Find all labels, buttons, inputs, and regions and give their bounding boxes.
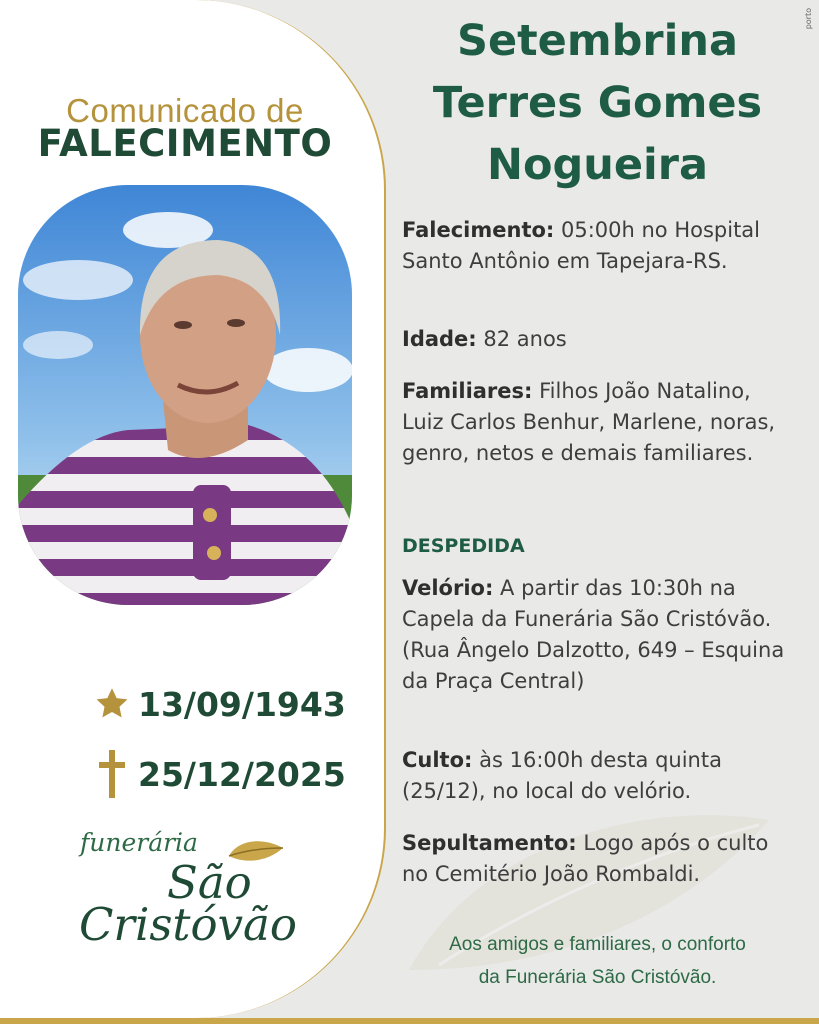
despedida-heading: DESPEDIDA bbox=[402, 535, 525, 557]
logo-line-funeraria: funerária bbox=[80, 828, 198, 857]
falecimento-label: Falecimento: bbox=[402, 218, 555, 242]
closing-line-2: da Funerária São Cristóvão. bbox=[478, 967, 717, 988]
culto-label: Culto: bbox=[402, 748, 473, 772]
sepultamento-label: Sepultamento: bbox=[402, 831, 577, 855]
side-label: porto bbox=[804, 8, 813, 30]
birth-date-row bbox=[92, 680, 346, 728]
familiares-label: Familiares: bbox=[402, 379, 533, 403]
idade-value: 82 anos bbox=[476, 327, 567, 351]
funeraria-logo bbox=[75, 828, 305, 958]
header-comunicado: Comunicado de bbox=[66, 92, 304, 129]
velorio-label: Velório: bbox=[402, 576, 494, 600]
death-date-row bbox=[92, 750, 346, 798]
idade-info bbox=[402, 324, 797, 355]
sepultamento-value: Logo após o culto no Cemitério João Rombaldi. bbox=[402, 831, 769, 886]
deceased-photo bbox=[18, 185, 352, 605]
header-falecimento: FALECIMENTO bbox=[37, 122, 333, 165]
dates-block bbox=[92, 680, 346, 820]
closing-line-1: Aos amigos e familiares, o conforto bbox=[449, 934, 746, 955]
culto-value: às 16:00h desta quinta (25/12), no local do velório. bbox=[402, 748, 722, 803]
cross-icon bbox=[92, 750, 132, 798]
death-date: 25/12/2025 bbox=[138, 754, 346, 794]
familiares-value: Filhos João Natalino, Luiz Carlos Benhur, Marlene, noras, genro, netos e demais familiares. bbox=[402, 379, 776, 465]
idade-label: Idade: bbox=[402, 327, 477, 351]
sepultamento-info bbox=[402, 828, 797, 890]
deceased-name bbox=[400, 10, 795, 196]
name-line-2: Terres Gomes bbox=[432, 78, 763, 128]
familiares-info bbox=[402, 376, 797, 469]
closing-message bbox=[400, 928, 795, 994]
falecimento-info bbox=[402, 215, 797, 277]
star-icon bbox=[92, 686, 132, 722]
velorio-info bbox=[402, 573, 797, 697]
bottom-gold-bar bbox=[0, 1018, 819, 1024]
falecimento-value: 05:00h no Hospital Santo Antônio em Tapejara-RS. bbox=[402, 218, 761, 273]
name-line-1: Setembrina bbox=[456, 16, 738, 66]
logo-line-sao: São bbox=[167, 856, 252, 909]
culto-info bbox=[402, 745, 797, 807]
logo-line-cristovao: Cristóvão bbox=[79, 898, 297, 951]
name-line-3: Nogueira bbox=[486, 140, 709, 190]
velorio-value: A partir das 10:30h na Capela da Funerária São Cristóvão. (Rua Ângelo Dalzotto, 649 – Esquina da Praça Central) bbox=[402, 576, 785, 693]
birth-date: 13/09/1943 bbox=[138, 684, 346, 724]
